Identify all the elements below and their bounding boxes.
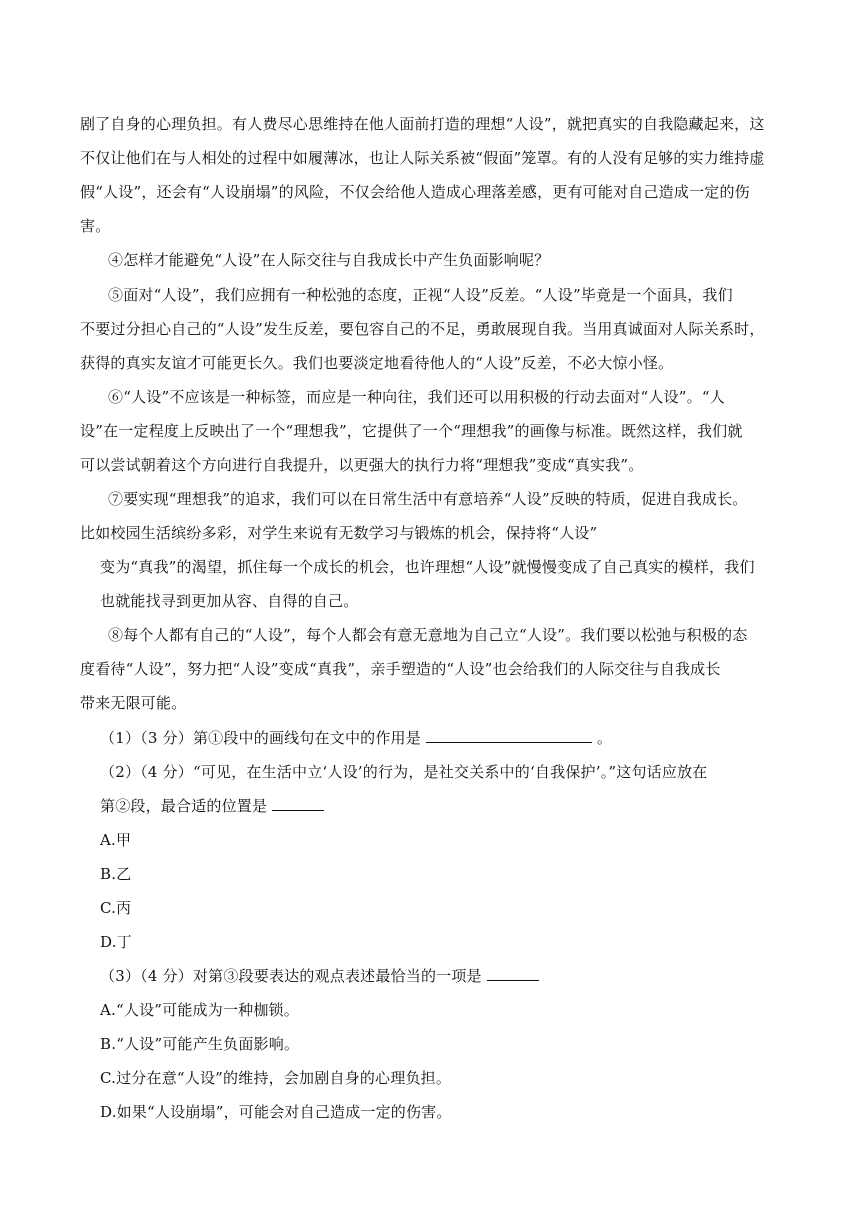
body-line: 剧了自身的心理负担。有人费尽心思维持在他人面前打造的理想“人设”，就把真实的自我隐藏起来，这 <box>80 115 765 133</box>
answer-blank-3[interactable] <box>487 966 539 981</box>
question-2-line1: （2）（4 分）“可见，在生活中立‘人设’的行为，是社交关系中的‘自我保护’。”这句话应放在 <box>100 763 708 781</box>
option-a: A.“人设”可能成为一种枷锁。 <box>100 1001 299 1019</box>
body-line: 可以尝试朝着这个方向进行自我提升，以更强大的执行力将“理想我”变成“真实我”。 <box>80 456 644 474</box>
answer-blank-1[interactable] <box>426 728 592 743</box>
body-line: 度看待“人设”，努力把“人设”变成“真我”，亲手塑造的“人设”也会给我们的人际交往与自我成长 <box>80 660 721 678</box>
body-line: 设”在一定程度上反映出了一个“理想我”，它提供了一个“理想我”的画像与标准。既然这样，我们就 <box>80 422 743 440</box>
question-1-text: （1）（3 分）第①段中的画线句在文中的作用是 <box>100 729 421 747</box>
body-line: 也就能找寻到更加从容、自得的自己。 <box>100 592 359 610</box>
body-line: 带来无限可能。 <box>80 694 187 712</box>
body-line: 变为“真我”的渴望，抓住每一个成长的机会，也许理想“人设”就慢慢变成了自己真实的模样，我们 <box>100 558 755 576</box>
question-3 <box>100 966 539 986</box>
option-d: D.丁 <box>100 933 132 951</box>
question-2-line2 <box>100 796 324 816</box>
paragraph-6: ⑥“人设”不应该是一种标签，而应是一种向往，我们还可以用积极的行动去面对“人设”。“人 <box>108 388 725 406</box>
body-line: 获得的真实友谊才可能更长久。我们也要淡定地看待他人的“人设”反差，不必大惊小怪。 <box>80 354 674 372</box>
paragraph-4: ④怎样才能避免“人设”在人际交往与自我成长中产生负面影响呢？ <box>108 251 550 269</box>
body-line: 害。 <box>80 217 111 235</box>
question-1-end: 。 <box>596 729 613 747</box>
body-line: 比如校园生活缤纷多彩，对学生来说有无数学习与锻炼的机会，保持将“人设” <box>80 524 598 542</box>
paragraph-5: ⑤面对“人设”，我们应拥有一种松弛的态度，正视“人设”反差。“人设”毕竟是一个面具，我们 <box>108 286 733 304</box>
option-c: C.丙 <box>100 899 132 917</box>
option-d: D.如果“人设崩塌”，可能会对自己造成一定的伤害。 <box>100 1103 452 1121</box>
option-a: A.甲 <box>100 831 132 849</box>
question-3-text: （3）（4 分）对第③段要表达的观点表述最恰当的一项是 <box>100 967 482 985</box>
paragraph-8: ⑧每个人都有自己的“人设”，每个人都会有意无意地为自己立“人设”。我们要以松弛与积极的态 <box>108 626 748 644</box>
option-c: C.过分在意“人设”的维持，会加剧自身的心理负担。 <box>100 1069 452 1087</box>
body-line: 假“人设”，还会有“人设崩塌”的风险，不仅会给他人造成心理落差感，更有可能对自己造成一定的伤 <box>80 183 750 201</box>
option-b: B.乙 <box>100 865 132 883</box>
question-2-text: 第②段，最合适的位置是 <box>100 797 268 815</box>
body-line: 不要过分担心自己的“人设”发生反差，要包容自己的不足，勇敢展现自我。当用真诚面对人际关系时， <box>80 320 765 338</box>
option-b: B.“人设”可能产生负面影响。 <box>100 1035 300 1053</box>
question-1 <box>100 728 612 748</box>
answer-blank-2[interactable] <box>272 796 324 811</box>
body-line: 不仅让他们在与人相处的过程中如履薄冰，也让人际关系被“假面”笼罩。有的人没有足够的实力维持虚 <box>80 149 765 167</box>
paragraph-7: ⑦要实现“理想我”的追求，我们可以在日常生活中有意培养“人设”反映的特质，促进自我成长。 <box>108 490 748 508</box>
